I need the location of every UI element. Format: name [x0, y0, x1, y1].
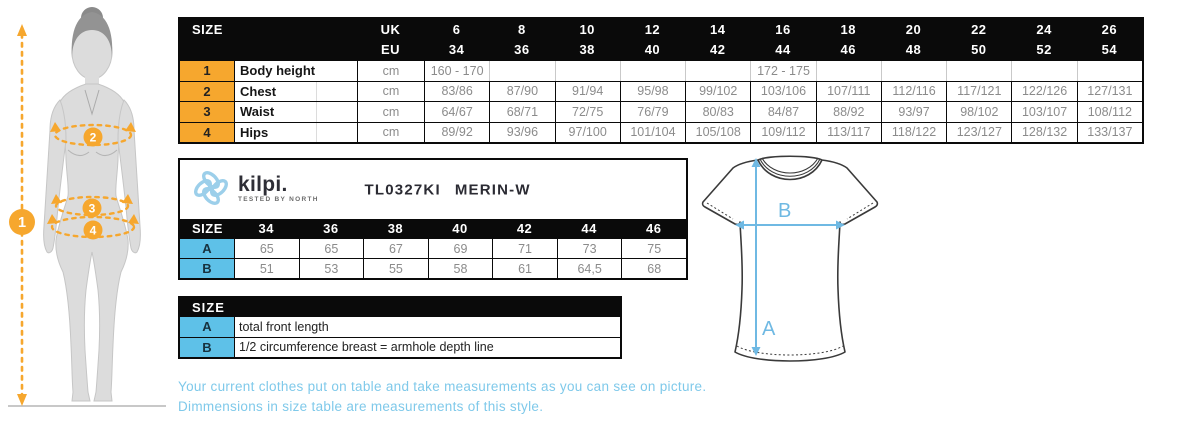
body-height-value-cell: [881, 61, 946, 81]
diagram-label-b: B: [778, 200, 792, 222]
eu-size-header-cell: 34: [448, 42, 465, 58]
product-title: [365, 181, 545, 198]
eu-label: EU: [380, 42, 401, 58]
uk-size-header-cell: 26: [1101, 21, 1118, 37]
eu-size-header-cell: 40: [644, 42, 661, 58]
row-unit: cm: [357, 102, 424, 122]
chest-value-cell: 103/106: [750, 82, 815, 102]
eu-size-header-cell: 54: [1101, 42, 1118, 58]
garment-size-header-cell: 42: [516, 221, 533, 236]
height-marker-number: 1: [17, 215, 27, 231]
legend-row-a: [180, 316, 620, 337]
garment-size-header-cell: 40: [452, 221, 468, 236]
waist-value-cell: 72/75: [555, 102, 620, 122]
waist-value-cell: 64/67: [424, 102, 489, 122]
waist-value-cell: 80/83: [685, 102, 750, 122]
row-name: Hips: [234, 123, 357, 143]
waist-value-cell: 93/97: [881, 102, 946, 122]
garment-size-header-cell: 38: [387, 221, 404, 236]
garment-size-header-cell: 44: [581, 221, 597, 236]
garment-size-header-row: [180, 219, 686, 238]
row-number-badge: 1: [180, 61, 234, 81]
chest-value-cell: 127/131: [1077, 82, 1142, 102]
hips-value-cell: 113/117: [816, 123, 881, 143]
hips-value-cell: 89/92: [424, 123, 489, 143]
diagram-label-a: A: [762, 318, 776, 340]
chest-row: [180, 81, 1142, 102]
brand-tagline: TESTED BY NORTH: [238, 195, 319, 203]
brand-section: [180, 160, 686, 219]
uk-size-header-cell: 20: [905, 21, 922, 37]
body-height-value-cell: [1077, 61, 1142, 81]
garment-size-header-cell: 36: [323, 221, 339, 236]
chest-value-cell: 122/126: [1011, 82, 1076, 102]
uk-label: UK: [380, 21, 401, 37]
measurement-b-value-cell: 64,5: [557, 259, 622, 278]
note-line-1: Your current clothes put on table and take measurements as you can see on picture.: [178, 379, 707, 394]
eu-size-header-cell: 50: [971, 42, 987, 58]
chest-value-cell: 99/102: [685, 82, 750, 102]
kilpi-knot-icon: [192, 169, 230, 207]
brand-name: kilpi.: [238, 172, 288, 196]
measurement-b-value-cell: 51: [234, 259, 299, 278]
waist-value-cell: 84/87: [750, 102, 815, 122]
hips-value-cell: 109/112: [750, 123, 815, 143]
body-size-table: [178, 17, 1144, 144]
garment-size-header-cell: 46: [645, 221, 662, 236]
measurement-a-value-cell: 69: [428, 239, 493, 258]
uk-size-header-cell: 14: [709, 21, 726, 37]
row-number-badge: 2: [180, 82, 234, 102]
row-number-badge: 4: [180, 123, 234, 143]
body-height-row: [180, 60, 1142, 81]
hips-value-cell: 101/104: [620, 123, 685, 143]
eu-size-header-cell: 46: [840, 42, 856, 58]
chest-value-cell: 117/121: [946, 82, 1011, 102]
body-height-value-cell: [946, 61, 1011, 81]
measurement-b-row: [180, 258, 686, 278]
legend-description-a: total front length: [234, 317, 620, 337]
kilpi-logo: [192, 169, 319, 207]
body-height-value-cell: [1011, 61, 1076, 81]
arrow-down-icon: [17, 394, 27, 406]
body-measurement-figure: [0, 0, 170, 436]
measurement-a-value-cell: 71: [492, 239, 557, 258]
hips-value-cell: 93/96: [489, 123, 554, 143]
body-height-value-cell: 160 - 170: [424, 61, 489, 81]
chest-value-cell: 112/116: [881, 82, 946, 102]
waist-row: [180, 101, 1142, 122]
size-label: SIZE: [192, 299, 225, 315]
measurement-a-value-cell: 65: [299, 239, 364, 258]
eu-size-header-cell: 36: [514, 42, 530, 58]
measurement-a-value-cell: 73: [557, 239, 622, 258]
body-height-value-cell: 172 - 175: [750, 61, 815, 81]
uk-size-header-cell: 8: [518, 21, 526, 37]
measurement-legend-table: [178, 296, 622, 359]
hips-value-cell: 123/127: [946, 123, 1011, 143]
waist-value-cell: 98/102: [946, 102, 1011, 122]
hips-row: [180, 122, 1142, 143]
waist-marker-number: 3: [88, 201, 96, 216]
uk-size-header-cell: 6: [452, 21, 461, 37]
body-height-value-cell: [685, 61, 750, 81]
waist-value-cell: 108/112: [1077, 102, 1142, 122]
hips-marker-number: 4: [89, 223, 97, 238]
measurement-a-row: [180, 238, 686, 258]
waist-value-cell: 103/107: [1011, 102, 1076, 122]
chest-value-cell: 107/111: [816, 82, 881, 102]
measurement-b-value-cell: 61: [492, 259, 557, 278]
legend-label-b: B: [180, 338, 234, 358]
chest-value-cell: 95/98: [620, 82, 685, 102]
body-height-value-cell: [620, 61, 685, 81]
measurement-b-value-cell: 53: [299, 259, 364, 278]
size-label: SIZE: [192, 21, 223, 37]
brand-text-block: [238, 174, 319, 203]
body-height-value-cell: [816, 61, 881, 81]
row-number-badge: 3: [180, 102, 234, 122]
measurement-b-value-cell: 58: [428, 259, 493, 278]
hips-value-cell: 118/122: [881, 123, 946, 143]
uk-size-header-cell: 22: [971, 21, 987, 37]
uk-size-header-cell: 24: [1036, 21, 1052, 37]
hips-value-cell: 128/132: [1011, 123, 1076, 143]
row-label-b: B: [180, 259, 234, 278]
hips-value-cell: 105/108: [685, 123, 750, 143]
measurement-b-value-cell: 55: [363, 259, 428, 278]
uk-size-header-cell: 16: [775, 21, 791, 37]
garment-size-header-cell: 34: [258, 221, 275, 236]
legend-row-b: [180, 337, 620, 358]
body-height-value-cell: [489, 61, 554, 81]
row-unit: cm: [357, 61, 424, 81]
uk-size-header-cell: 12: [644, 21, 661, 37]
eu-size-header-cell: 38: [579, 42, 595, 58]
hips-value-cell: 97/100: [555, 123, 620, 143]
uk-header-row: [180, 19, 1142, 40]
row-unit: cm: [357, 123, 424, 143]
hips-value-cell: 133/137: [1077, 123, 1142, 143]
product-code: TL0327KI: [364, 181, 441, 198]
eu-size-header-cell: 52: [1036, 42, 1052, 58]
chest-value-cell: 87/90: [489, 82, 554, 102]
arrow-up-icon: [17, 24, 27, 36]
legend-label-a: A: [180, 317, 234, 337]
row-label-a: A: [180, 239, 234, 258]
measurement-a-value-cell: 67: [363, 239, 428, 258]
legend-header-row: [180, 298, 620, 316]
eu-size-header-cell: 44: [775, 42, 791, 58]
eu-size-header-cell: 48: [905, 42, 922, 58]
row-name: Body height: [234, 61, 357, 81]
chest-value-cell: 83/86: [424, 82, 489, 102]
product-name: MERIN-W: [454, 181, 531, 198]
row-name: Waist: [234, 102, 357, 122]
row-unit: cm: [357, 82, 424, 102]
tshirt-diagram: [690, 153, 890, 377]
legend-description-b: 1/2 circumference breast = armhole depth line: [234, 338, 620, 358]
tshirt-outline: [703, 156, 878, 361]
uk-size-header-cell: 10: [579, 21, 595, 37]
measurement-a-value-cell: 65: [234, 239, 299, 258]
note-line-2: Dimmensions in size table are measurements of this style.: [178, 399, 544, 414]
measurement-a-value-cell: 75: [621, 239, 686, 258]
row-name: Chest: [234, 82, 357, 102]
garment-size-table: [178, 158, 688, 280]
waist-value-cell: 68/71: [489, 102, 554, 122]
measurement-b-value-cell: 68: [621, 259, 686, 278]
chest-marker-number: 2: [89, 130, 97, 145]
size-label: SIZE: [192, 221, 223, 236]
chest-value-cell: 91/94: [555, 82, 620, 102]
waist-value-cell: 88/92: [816, 102, 881, 122]
uk-size-header-cell: 18: [840, 21, 856, 37]
eu-header-row: [180, 40, 1142, 61]
measurement-notes: [178, 377, 706, 417]
eu-size-header-cell: 42: [709, 42, 726, 58]
waist-value-cell: 76/79: [620, 102, 685, 122]
body-height-value-cell: [555, 61, 620, 81]
